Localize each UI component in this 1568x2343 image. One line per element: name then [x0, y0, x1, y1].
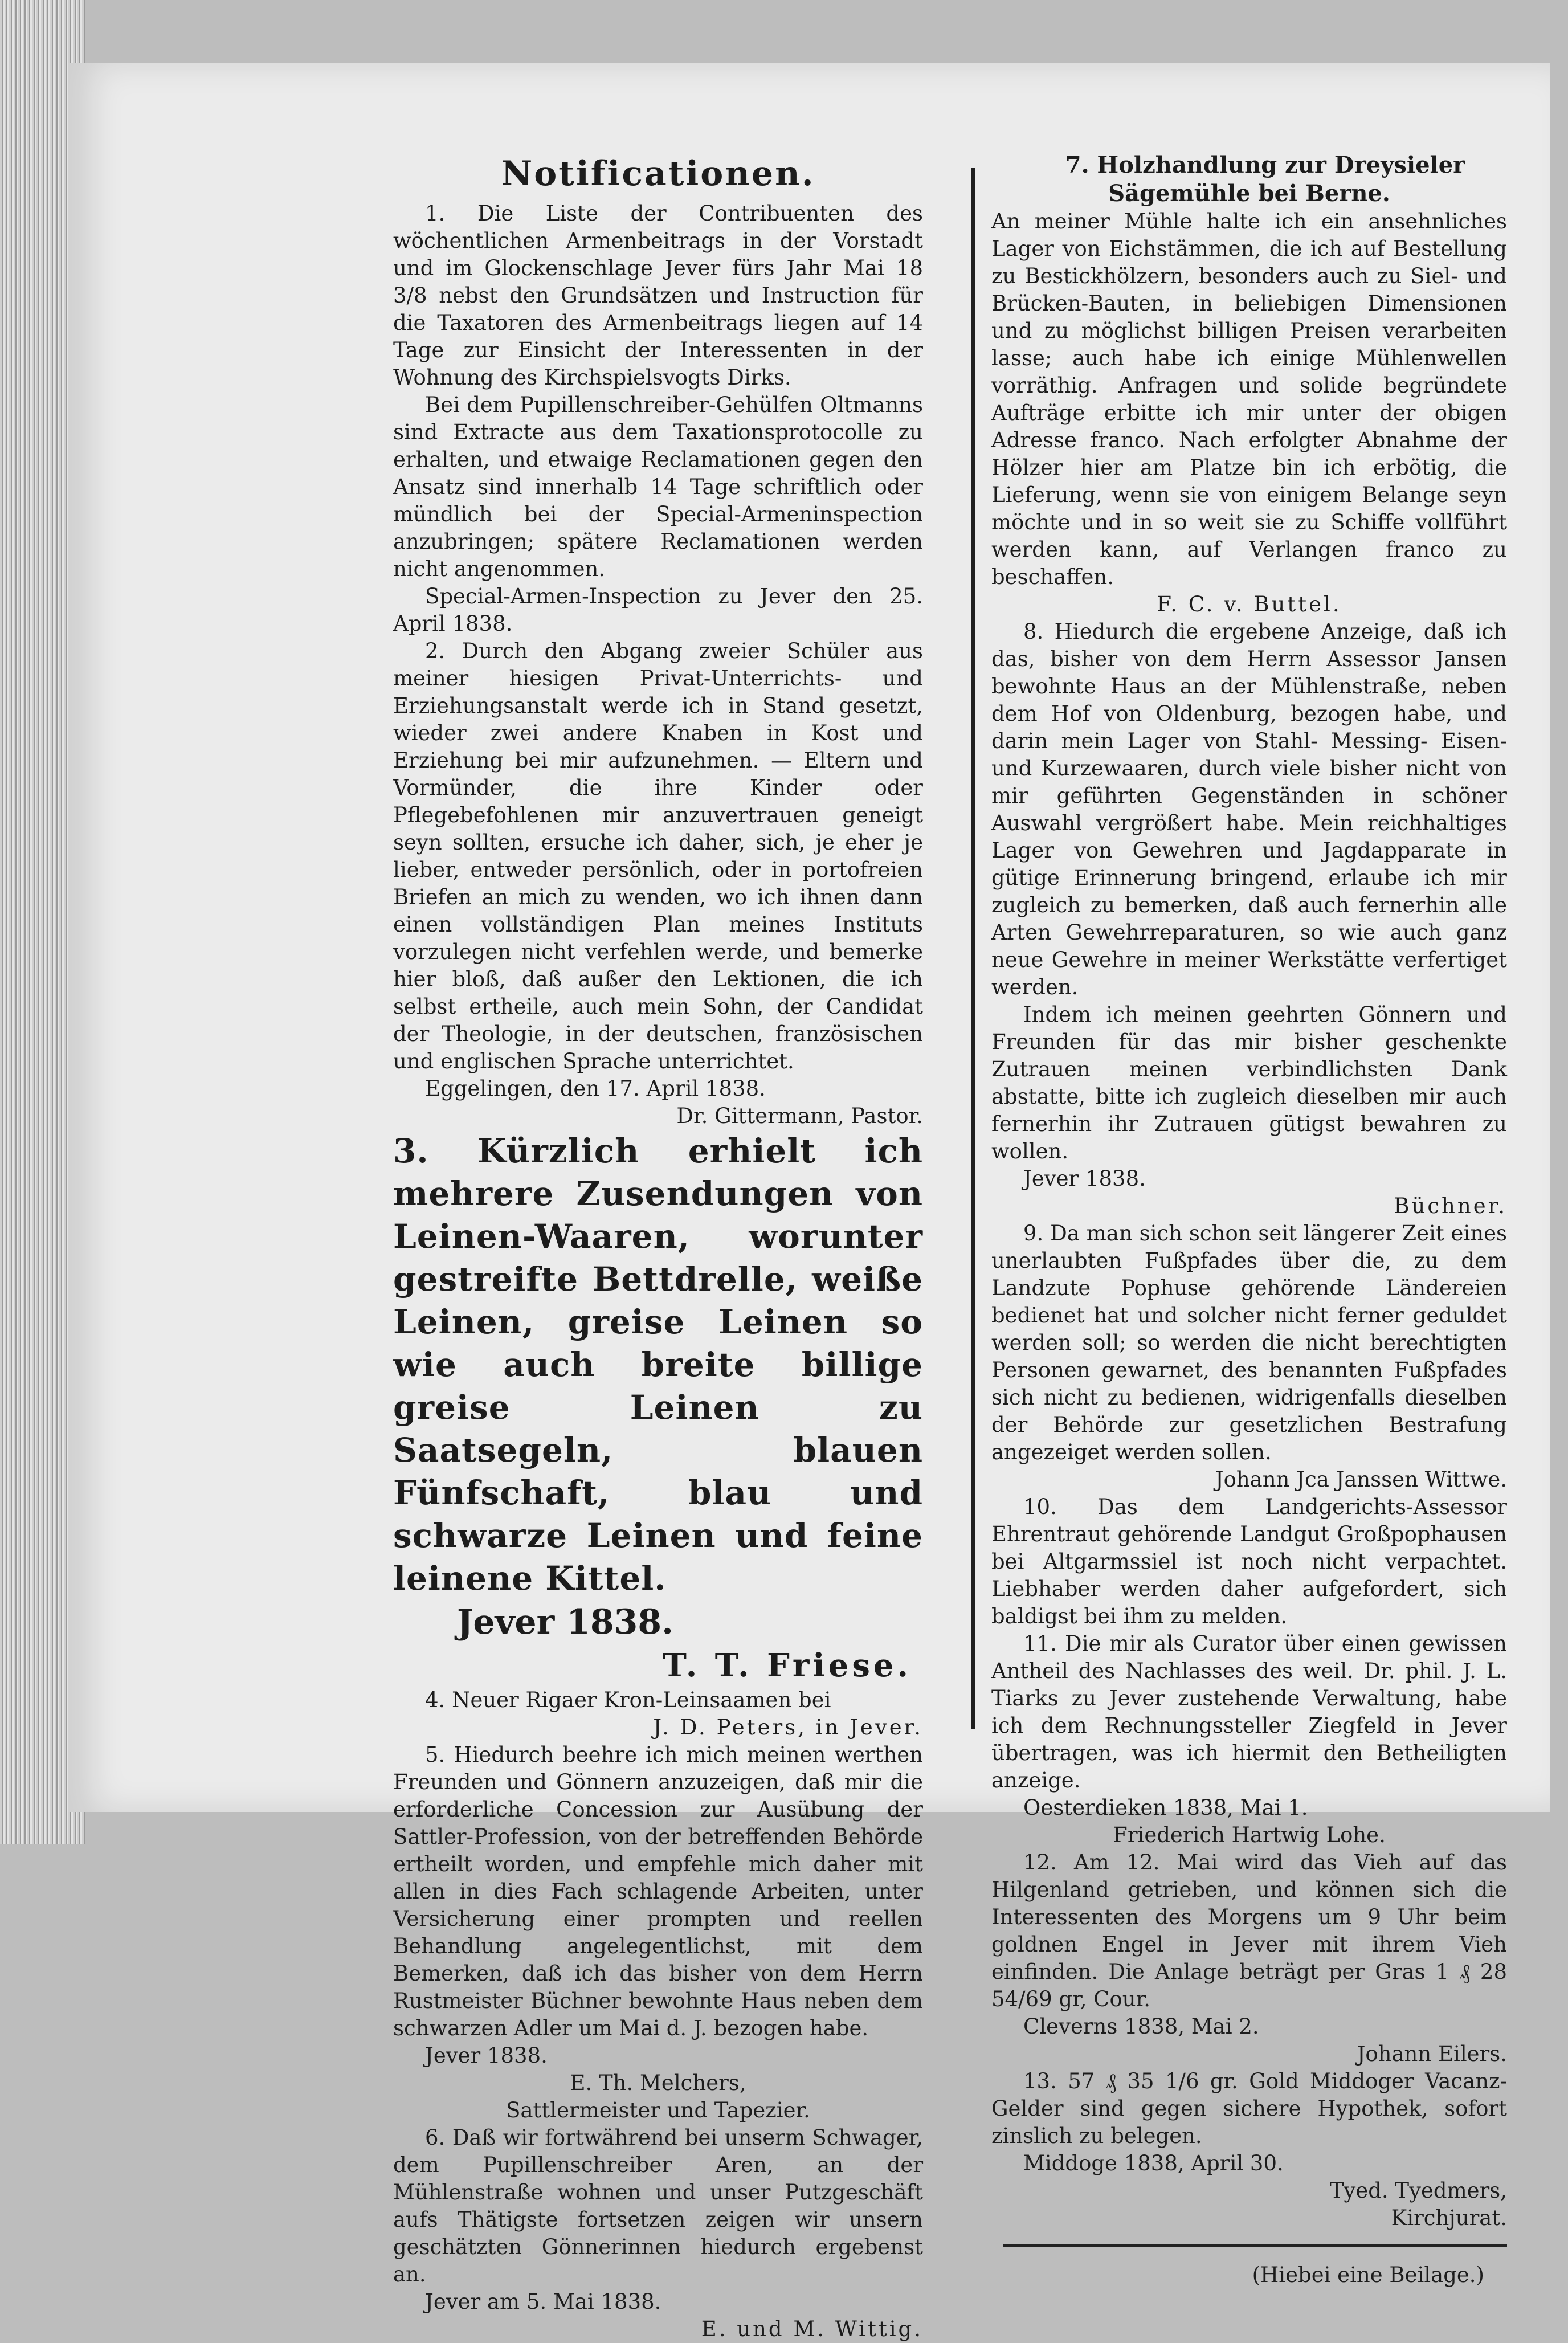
notice-7-signature: F. C. v. Buttel. [1157, 592, 1342, 617]
notice-7-text: An meiner Mühle halte ich ein ansehnliches Lager von Eichstämmen, die ich auf Bestellung zu Bestickhölzern, besonders auch zu Siel- und Brücken-Bauten, in beliebigen Dimensionen und zu möglichst billigen Preisen verarbeiten lasse; auch habe ich einige Mühlenwellen vorräthig. Anfragen und solide begründete Aufträge erbitte ich mir unter der obigen Adresse franco. Nach erfolgter Abnahme der Hölzer hier am Platze bin ich erbötig, die Lieferung, wenn sie von einigem Belange seyn möchte und in so weit sie zu Schiffe vollführt werden kann, auf Verlangen franco zu beschaffen. [991, 209, 1507, 589]
column-divider [971, 168, 975, 1729]
notice-2-text: 2. Durch den Abgang zweier Schüler aus meiner hiesigen Privat-Unterrichts- und Erziehungsanstalt werde ich in Stand gesetzt, wieder zwei andere Knaben in Kost und Erziehung bei mir aufzunehmen. — Eltern und Vormünder, die ihre Kinder oder Pflegebefohlenen mir anzuvertrauen geneigt seyn sollten, ersuche ich daher, sich, je eher je lieber, entweder persönlich, oder in portofreien Briefen an mich zu wenden, wo ich ihnen dann einen vollständigen Plan meines Instituts vorzulegen nicht verfehlen werde, und bemerke hier bloß, daß außer den Lektionen, die ich selbst ertheile, auch mein Sohn, der Candidat der Theologie, in der deutschen, französischen und englischen Sprache unterrichtet. [393, 639, 923, 1073]
notice-9-signature: Johann Jca Janssen Wittwe. [1215, 1467, 1507, 1492]
footer-rule [1003, 2244, 1507, 2247]
notice-8-text-2: Indem ich meinen geehrten Gönnern und Freunden für das mir bisher geschenkte Zutrauen meinen verbindlichsten Dank abstatte, bitte ich zugleich dieselben mir auch fernerhin ihr Zutrauen gütigst bewahren zu wollen. [991, 1002, 1507, 1164]
right-column [991, 151, 1507, 2289]
notice-1-text-2: Bei dem Pupillenschreiber-Gehülfen Oltmanns sind Extracte aus dem Taxationsprotocolle zu erhalten, und etwaige Reclamationen gegen den Ansatz sind innerhalb 14 Tage schriftlich oder mündlich bei der Special-Armeninspection anzubringen; spätere Reclamationen werden nicht angenommen. [393, 393, 923, 581]
notice-5-signature-name: E. Th. Melchers, [570, 2071, 746, 2095]
notice-6-signature: E. und M. Wittig. [701, 2317, 923, 2341]
notice-4-signature: J. D. Peters, in Jever. [653, 1715, 923, 1740]
notice-4-text: 4. Neuer Rigaer Kron-Leinsaamen bei [425, 1688, 831, 1712]
notice-3-date: Jever 1838. [457, 1602, 673, 1642]
notice-11-date: Oesterdieken 1838, Mai 1. [1023, 1795, 1308, 1820]
left-column [393, 151, 923, 2343]
notice-7-heading: 7. Holzhandlung zur Dreysieler Sägemühle bei Berne. [1065, 152, 1465, 207]
notice-5-text: 5. Hiedurch beehre ich mich meinen werthen Freunden und Gönnern anzuzeigen, daß mir die erforderliche Concession zur Ausübung der Sattler-Profession, von der betreffenden Behörde ertheilt worden, und empfehle mich daher mit allen in dies Fach schlagende Arbeiten, unter Versicherung einer prompten und reellen Behandlung angelegentlichst, mit dem Bemerken, daß ich das bisher von dem Herrn Rustmeister Büchner bewohnte Haus neben dem schwarzen Adler um Mai d. J. bezogen habe. [393, 1742, 923, 2040]
notice-5-date: Jever 1838. [425, 2043, 548, 2068]
notice-13-text: 13. 57 ₰ 35 1/6 gr. Gold Middoger Vacanz-Gelder sind gegen sichere Hypothek, sofort zinslich zu belegen. [991, 2069, 1507, 2148]
notice-5-signature-title: Sattlermeister und Tapezier. [506, 2098, 810, 2122]
notice-6-text: 6. Daß wir fortwährend bei unserm Schwager, dem Pupillenschreiber Aren, an der Mühlenstraße wohnen und unser Putzgeschäft aufs Thätigste fortsetzen zeigen wir unsern geschätzten Gönnerinnen hiedurch ergebenst an. [393, 2125, 923, 2287]
notice-9-text: 9. Da man sich schon seit längerer Zeit eines unerlaubten Fußpfades über die, zu dem Landzute Pophuse gehörende Ländereien bedienet hat und solcher nicht ferner geduldet werden soll; so werden die nicht berechtigten Personen gewarnet, des benannten Fußpfades sich nicht zu bedienen, widrigenfalls dieselben der Behörde zur gesetzlichen Bestrafung angezeiget werden sollen. [991, 1221, 1507, 1464]
notice-2-date: Eggelingen, den 17. April 1838. [425, 1076, 766, 1101]
notice-11-signature: Friederich Hartwig Lohe. [1113, 1823, 1386, 1847]
notice-8-signature: Büchner. [1394, 1194, 1507, 1218]
notifications-heading: Notificationen. [501, 154, 815, 194]
notice-10-text: 10. Das dem Landgerichts-Assessor Ehrentraut gehörende Landgut Großpophausen bei Altgarmssiel ist noch nicht verpachtet. Liebhaber werden daher aufgefordert, sich baldigst bei ihm zu melden. [991, 1495, 1507, 1628]
notice-1-signature: Special-Armen-Inspection zu Jever den 25. April 1838. [393, 584, 923, 636]
supplement-note: (Hiebei eine Beilage.) [1252, 2263, 1484, 2287]
notice-1-text: 1. Die Liste der Contribuenten des wöchentlichen Armenbeitrags in der Vorstadt und im Glockenschlage Jever fürs Jahr Mai 18 3/8 nebst den Grundsätzen und Instruction für die Taxatoren des Armenbeitrags liegen auf 14 Tage zur Einsicht der Interessenten in der Wohnung des Kirchspielsvogts Dirks. [393, 201, 923, 390]
notice-13-signature-name: Tyed. Tyedmers, [1329, 2178, 1507, 2203]
notice-3-signature: T. T. Friese. [663, 1647, 912, 1684]
notice-8-text: 8. Hiedurch die ergebene Anzeige, daß ich das, bisher von dem Herrn Assessor Jansen bewohnte Haus an der Mühlenstraße, neben dem Hof von Oldenburg, bezogen habe, und darin mein Lager von Stahl- Messing- Eisen- und Kurzewaaren, durch viele bisher nicht von mir geführten Gegenständen in schöner Auswahl vergrößert habe. Mein reichhaltiges Lager von Gewehren und Jagdapparate in gütige Erinnerung bringend, erlaube ich mir zugleich zu bemerken, daß auch fernerhin alle Arten Gewehrreparaturen, so wie auch ganz neue Gewehre in meiner Werkstätte verfertiget werden. [991, 619, 1507, 999]
notice-6-date: Jever am 5. Mai 1838. [425, 2289, 662, 2314]
notice-3-text: 3. Kürzlich erhielt ich mehrere Zusendungen von Leinen-Waaren, worunter gestreifte Bettdrelle, weiße Leinen, greise Leinen so wie auch breite billige greise Leinen zu Saatsegeln, blauen Fünfschaft, blau und schwarze Leinen und feine leinene Kittel. [393, 1132, 923, 1598]
notice-12-signature: Johann Eilers. [1357, 2042, 1507, 2066]
notice-8-date: Jever 1838. [1023, 1166, 1146, 1191]
notice-13-signature-title: Kirchjurat. [1391, 2206, 1507, 2230]
notice-12-date: Cleverns 1838, Mai 2. [1023, 2014, 1259, 2039]
notice-13-date: Middoge 1838, April 30. [1023, 2151, 1284, 2175]
notice-12-text: 12. Am 12. Mai wird das Vieh auf das Hilgenland getrieben, und können sich die Interessenten des Morgens um 9 Uhr beim goldnen Engel in Jever mit ihrem Vieh einfinden. Die Anlage beträgt per Gras 1 ₰ 28 54/69 gr, Cour. [991, 1850, 1507, 2011]
notice-2-signature: Dr. Gittermann, Pastor. [676, 1104, 923, 1128]
notice-11-text: 11. Die mir als Curator über einen gewissen Antheil des Nachlasses des weil. Dr. phil. J. L. Tiarks zu Jever zustehende Verwaltung, habe ich dem Rechnungssteller Ziegfeld in Jever übertragen, was ich hiermit den Betheiligten anzeige. [991, 1631, 1507, 1793]
